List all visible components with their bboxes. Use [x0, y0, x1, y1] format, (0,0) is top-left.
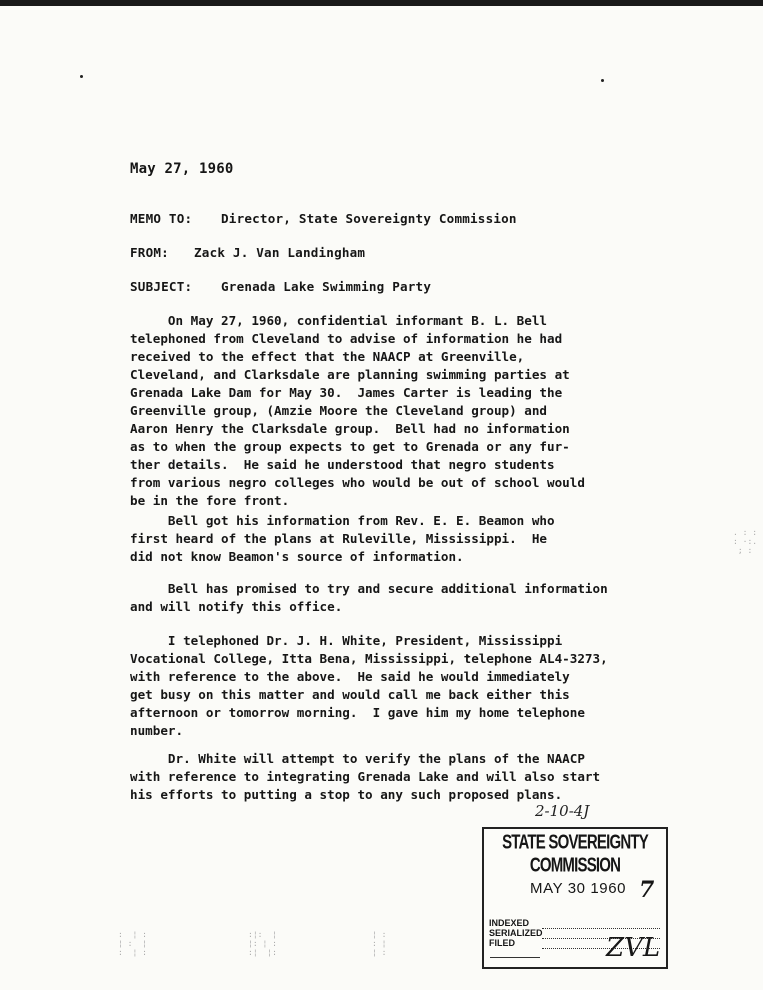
memo-to-value: Director, State Sovereignty Commission — [221, 211, 517, 226]
memo-date: May 27, 1960 — [130, 161, 234, 177]
memo-from-value: Zack J. Van Landingham — [194, 245, 366, 260]
memo-paragraph-4 — [130, 632, 710, 740]
text-line: received to the effect that the NAACP at Greenville, — [130, 349, 525, 364]
stamp-initials-signature: ZVL — [606, 933, 661, 963]
text-line: Vocational College, Itta Bena, Mississippi, telephone AL4-3273, — [130, 651, 608, 666]
scan-speck — [80, 75, 83, 78]
text-line: afternoon or tomorrow morning. I gave him my home telephone — [130, 705, 585, 720]
text-line: first heard of the plans at Ruleville, Mississippi. He — [130, 531, 548, 546]
text-line: number. — [130, 723, 184, 738]
stamp-indexed-line — [542, 927, 660, 929]
text-line: Grenada Lake Dam for May 30. James Carter is leading the — [130, 385, 563, 400]
scan-bleed-through: . : : : ·:. ; : — [733, 528, 758, 555]
text-line: and will notify this office. — [130, 599, 343, 614]
text-line: as to when the group expects to get to Grenada or any fur- — [130, 439, 570, 454]
memo-paragraph-5 — [130, 750, 710, 804]
stamp-indexed-label: INDEXED — [489, 918, 530, 928]
stamp-date: MAY 30 1960 — [530, 880, 627, 897]
text-line: ther details. He said he understood that negro students — [130, 457, 555, 472]
stamp-bracket-mark — [490, 957, 540, 958]
memo-subject-label: SUBJECT: — [130, 279, 193, 294]
stamp-filed-label: FILED — [489, 938, 515, 948]
scan-top-edge — [0, 0, 763, 6]
scan-bleed-through: : ¦ : ¦ : ¦ : ¦ : — [118, 930, 147, 957]
memo-from-label: FROM: — [130, 245, 169, 260]
received-stamp — [482, 827, 668, 969]
text-line: with reference to the above. He said he would immediately — [130, 669, 570, 684]
text-line: with reference to integrating Grenada Lake and will also start — [130, 769, 601, 784]
text-line: Cleveland, and Clarksdale are planning swimming parties at — [130, 367, 570, 382]
stamp-title: STATE SOVEREIGNTY COMMISSION — [502, 831, 648, 877]
scan-bleed-through: :¦: ¦ ¦: ¦ : :¦ ¦: — [248, 930, 277, 957]
scan-bleed-through: ¦ : : ¦ ¦ : — [372, 930, 387, 957]
memo-paragraph-2 — [130, 512, 710, 566]
text-line: Bell has promised to try and secure additional information — [130, 581, 608, 596]
text-line: did not know Beamon's source of information. — [130, 549, 464, 564]
text-line: Greenville group, (Amzie Moore the Cleveland group) and — [130, 403, 548, 418]
memo-paragraph-3 — [130, 580, 710, 616]
text-line: On May 27, 1960, confidential informant B. L. Bell — [130, 313, 548, 328]
text-line: Aaron Henry the Clarksdale group. Bell had no information — [130, 421, 570, 436]
text-line: his efforts to putting a stop to any such proposed plans. — [130, 787, 563, 802]
memo-paragraph-1 — [130, 312, 710, 510]
memo-subject-value: Grenada Lake Swimming Party — [221, 279, 432, 294]
text-line: I telephoned Dr. J. H. White, President, Mississippi — [130, 633, 563, 648]
text-line: Bell got his information from Rev. E. E. Beamon who — [130, 513, 555, 528]
text-line: from various negro colleges who would be out of school would — [130, 475, 585, 490]
stamp-serialized-label: SERIALIZED — [489, 928, 543, 938]
handwritten-file-number: 2-10-4J — [535, 802, 590, 820]
scan-speck — [601, 79, 604, 82]
text-line: get busy on this matter and would call me back either this — [130, 687, 570, 702]
memo-to-label: MEMO TO: — [130, 211, 193, 226]
stamp-number: 7 — [639, 877, 655, 903]
text-line: telephoned from Cleveland to advise of information he had — [130, 331, 563, 346]
text-line: be in the fore front. — [130, 493, 290, 508]
text-line: Dr. White will attempt to verify the plans of the NAACP — [130, 751, 585, 766]
